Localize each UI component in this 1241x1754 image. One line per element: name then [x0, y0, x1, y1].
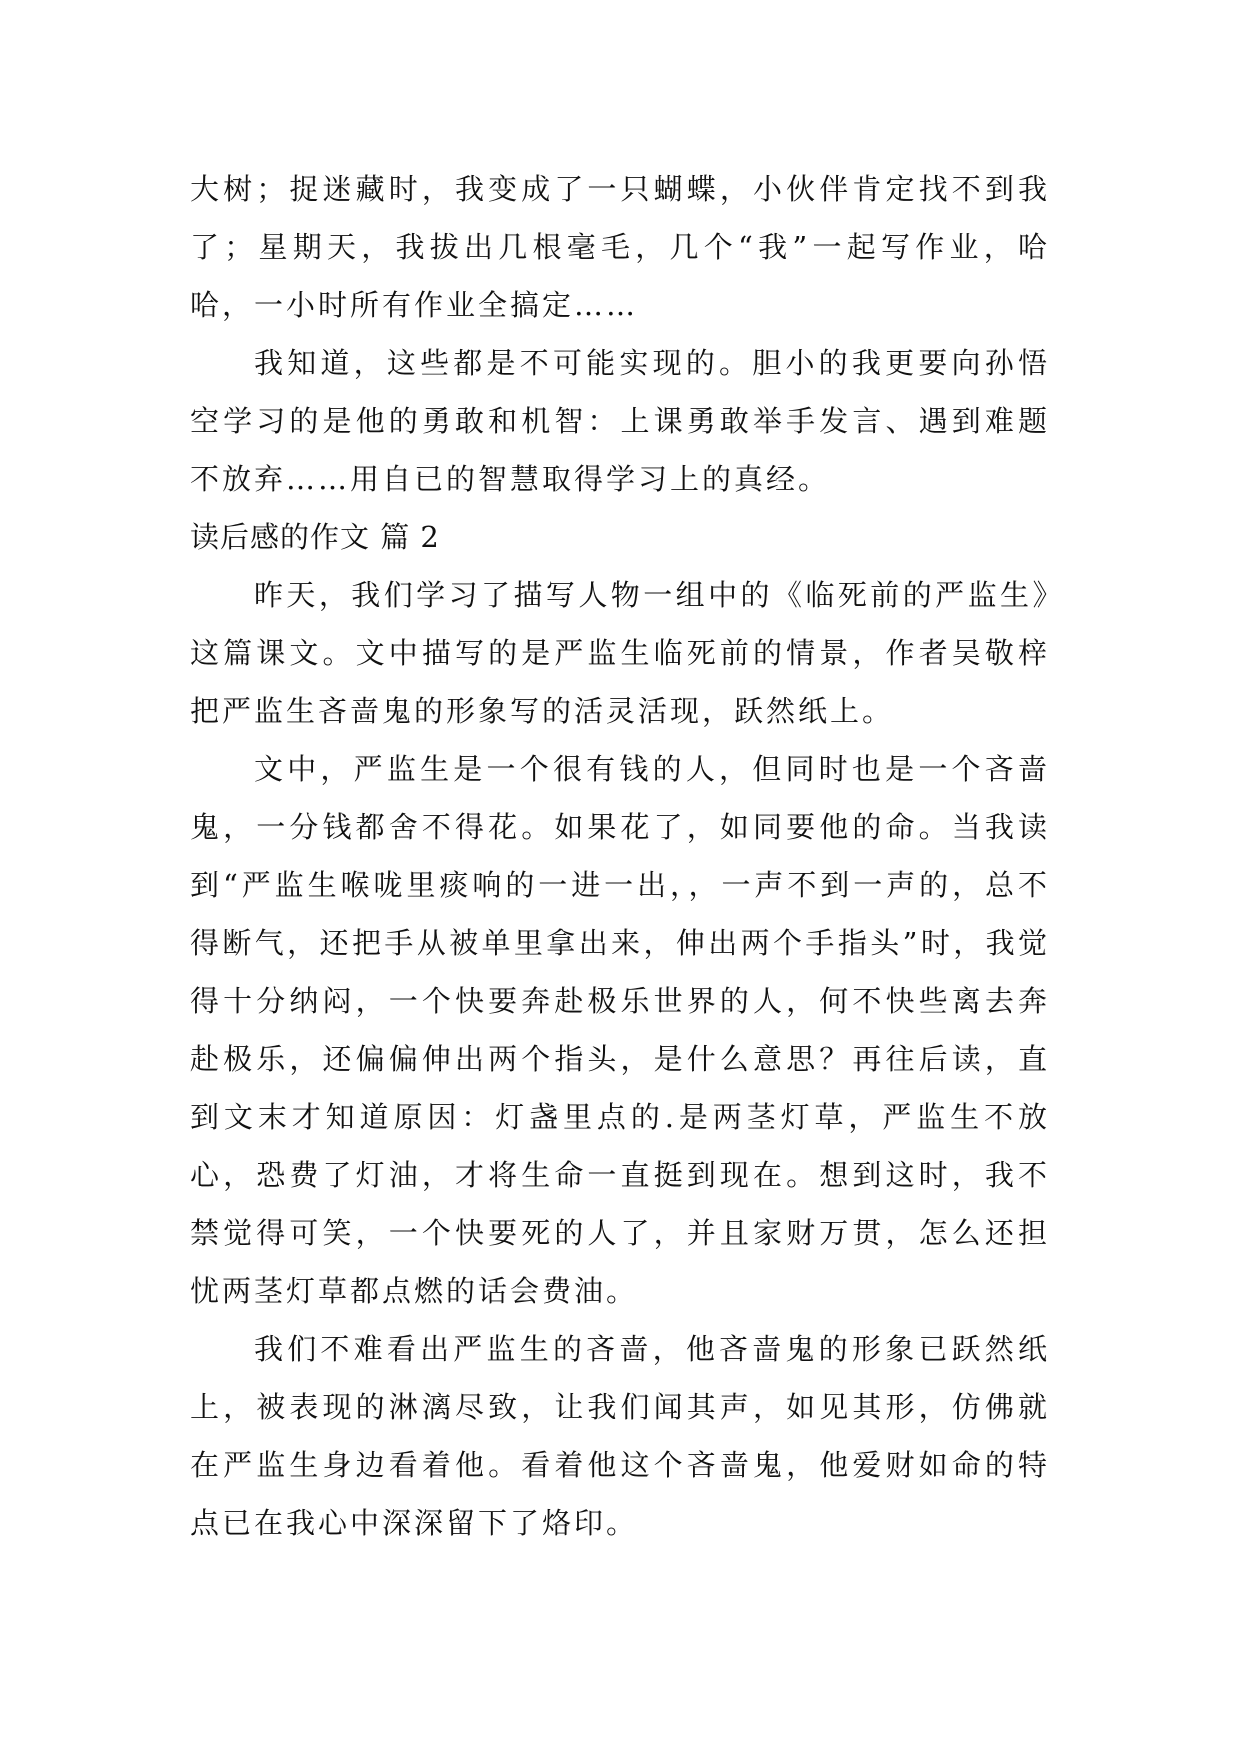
paragraph-analysis: 文中，严监生是一个很有钱的人，但同时也是一个吝啬鬼，一分钱都舍不得花。如果花了，如同要他的命。当我读到“严监生喉咙里痰响的一进一出，，一声不到一声的，总不得断气，还把手从被单里拿出来，伸出两个手指头”时，我觉得十分纳闷，一个快要奔赴极乐世界的人，何不快些离去奔赴极乐，还偏偏伸出两个指头，是什么意思？再往后读，直到文末才知道原因：灯盏里点的.是两茎灯草，严监生不放心，恐费了灯油，才将生命一直挺到现在。想到这时，我不禁觉得可笑，一个快要死的人了，并且家财万贯，怎么还担忧两茎灯草都点燃的话会费油。: [190, 752, 1050, 1308]
section-heading: 读后感的作文 篇 2: [190, 520, 440, 554]
paragraph-intro: 昨天，我们学习了描写人物一组中的《临死前的严监生》这篇课文。文中描写的是严监生临死前的情景，作者吴敬梓把严监生吝啬鬼的形象写的活灵活现，跃然纸上。: [190, 578, 1050, 728]
document-body: [190, 160, 1050, 1552]
paragraph-conclusion: 我们不难看出严监生的吝啬，他吝啬鬼的形象已跃然纸上，被表现的淋漓尽致，让我们闻其声，如见其形，仿佛就在严监生身边看着他。看着他这个吝啬鬼，他爱财如命的特点已在我心中深深留下了烙印。: [190, 1332, 1050, 1540]
paragraph-wukong-reflection: 我知道，这些都是不可能实现的。胆小的我更要向孙悟空学习的是他的勇敢和机智：上课勇敢举手发言、遇到难题不放弃……用自已的智慧取得学习上的真经。: [190, 346, 1050, 496]
paragraph-continuation: 大树；捉迷藏时，我变成了一只蝴蝶，小伙伴肯定找不到我了；星期天，我拔出几根毫毛，几个“我”一起写作业，哈哈，一小时所有作业全搞定……: [190, 172, 1050, 322]
